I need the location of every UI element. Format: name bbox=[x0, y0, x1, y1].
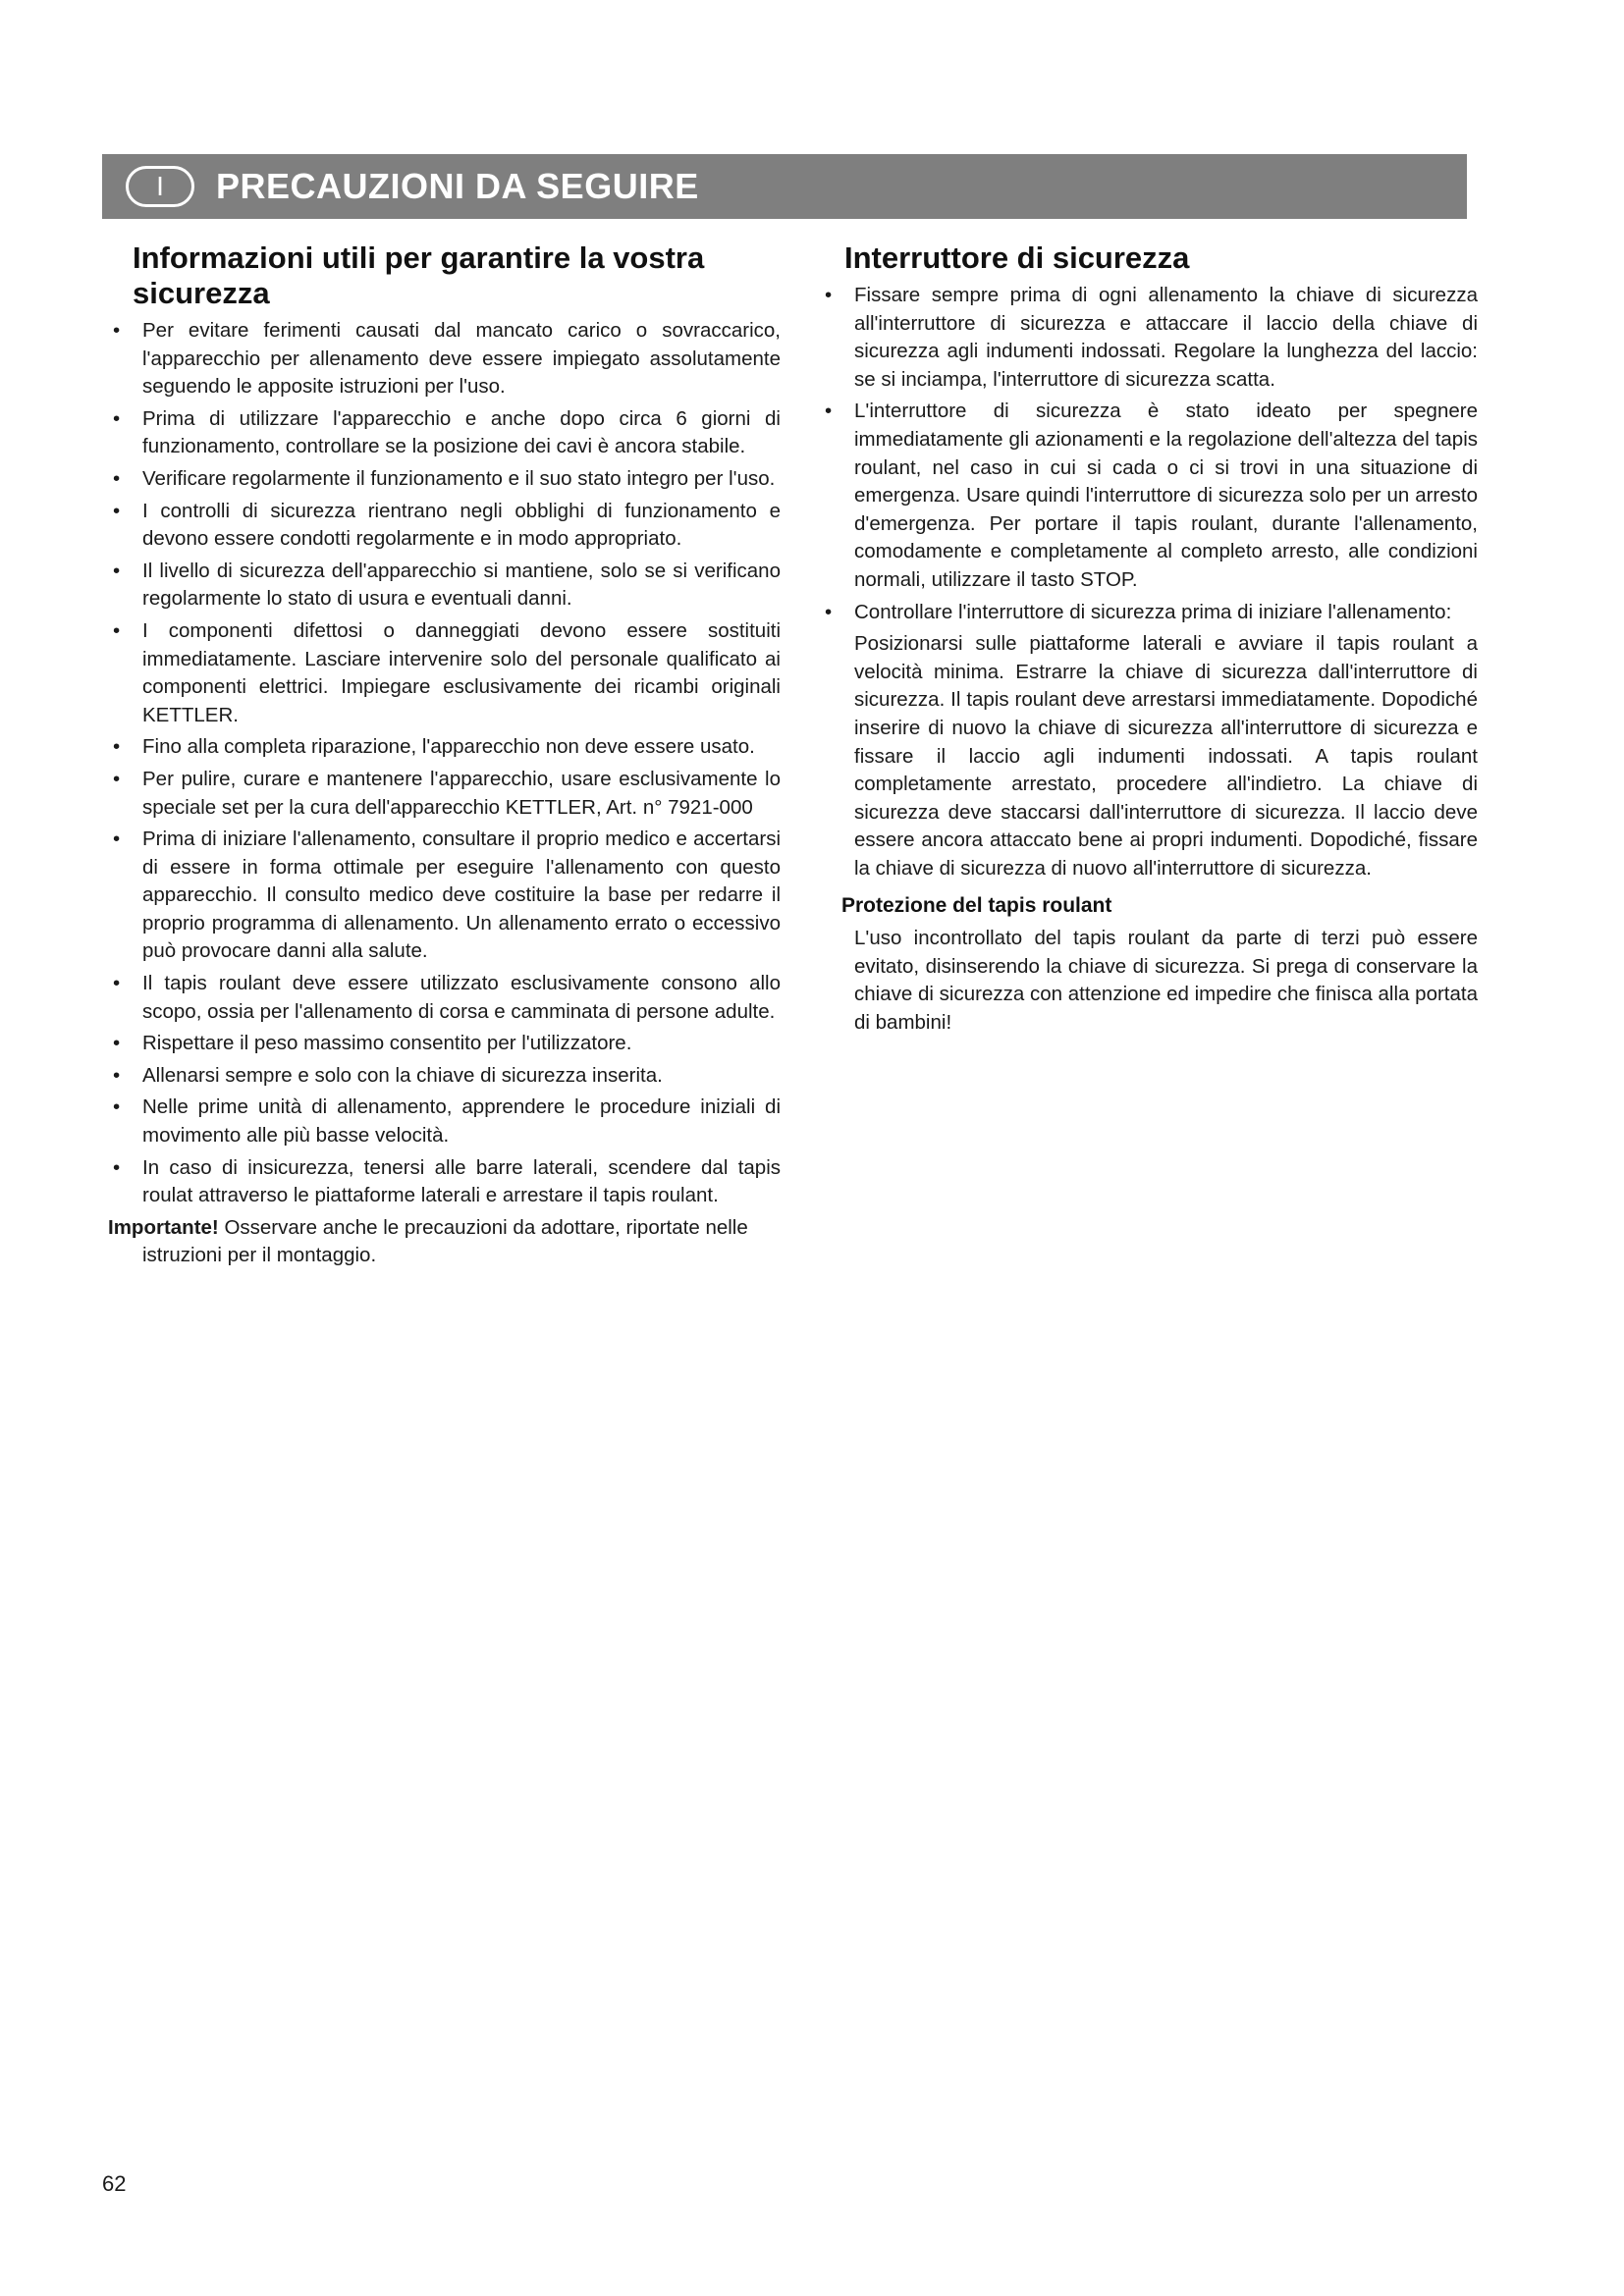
switch-check-procedure: Posizionarsi sulle piattaforme laterali e avviare il tapis roulant a velocità minima. Estrarre la chiave di sicurezza dall'interruttore di sicurezza. Il tapis roulant deve arrestarsi immediatamente. Dopodiché inserire di nuovo la chiave di sicurezza all'interruttore di sicurezza e fissare il laccio agli indumenti indossati. A tapis roulant completamente arrestato, procedere all'indietro. La chiave di sicurezza deve staccarsi dall'interruttore di sicurezza. Il laccio deve essere ancora attaccato bene ai propri indumenti. Dopodiché, fissare la chiave di sicurezza di nuovo all'interruttore di sicurezza. bbox=[854, 632, 1478, 880]
list-item: • Prima di iniziare l'allenamento, consultare il proprio medico e accertarsi di essere in forma ottimale per eseguire l'allenamento con questo apparecchio. Il consulto medico deve costituire la base per redarre il proprio programma di allenamento. Un allenamento errato o eccessivo può provocare danni alla salute. bbox=[108, 826, 781, 966]
list-item: • Nelle prime unità di allenamento, apprendere le procedure iniziali di movimento alle più basse velocità. bbox=[108, 1094, 781, 1149]
list-item: • Per pulire, curare e mantenere l'apparecchio, usare esclusivamente lo speciale set per la cura dell'apparecchio KETTLER, Art. n° 7921-000 bbox=[108, 766, 781, 822]
right-column bbox=[820, 240, 1478, 1037]
language-badge: I bbox=[126, 166, 194, 207]
list-item: • Il livello di sicurezza dell'apparecchio si mantiene, solo se si verificano regolarmente lo stato di usura e eventuali danni. bbox=[108, 558, 781, 614]
list-item: • Rispettare il peso massimo consentito per l'utilizzatore. bbox=[108, 1030, 781, 1058]
list-item: • Controllare l'interruttore di sicurezza prima di iniziare l'allenamento: bbox=[820, 599, 1478, 627]
section-header-bar bbox=[102, 154, 1467, 219]
treadmill-protection-heading: Protezione del tapis roulant bbox=[841, 894, 1112, 918]
important-text: Osservare anche le precauzioni da adottare, riportate nelle istruzioni per il montaggio. bbox=[142, 1215, 748, 1267]
list-item: • Prima di utilizzare l'apparecchio e anche dopo circa 6 giorni di funzionamento, controllare se la posizione dei cavi è ancora stabile. bbox=[108, 405, 781, 461]
list-item: • I componenti difettosi o danneggiati devono essere sostituiti immediatamente. Lasciare intervenire solo del personale qualificato ai componenti elettrici. Impiegare esclusivamente dei ricambi originali KETTLER. bbox=[108, 617, 781, 729]
safety-switch-list bbox=[820, 282, 1478, 626]
important-note bbox=[108, 1214, 781, 1270]
safety-info-heading: Informazioni utili per garantire la vostra sicurezza bbox=[133, 240, 705, 310]
page-title: PRECAUZIONI DA SEGUIRE bbox=[216, 166, 699, 206]
page-number: 62 bbox=[102, 2171, 127, 2196]
safety-switch-heading: Interruttore di sicurezza bbox=[844, 240, 1190, 275]
list-item: • Fino alla completa riparazione, l'apparecchio non deve essere usato. bbox=[108, 733, 781, 762]
list-item: • In caso di insicurezza, tenersi alle barre laterali, scendere dal tapis roulat attraverso le piattaforme laterali e arrestare il tapis roulant. bbox=[108, 1154, 781, 1210]
list-item: • Allenarsi sempre e solo con la chiave di sicurezza inserita. bbox=[108, 1062, 781, 1091]
list-item: • I controlli di sicurezza rientrano negli obblighi di funzionamento e devono essere condotti regolarmente e in modo appropriato. bbox=[108, 498, 781, 554]
treadmill-protection-text: L'uso incontrollato del tapis roulant da parte di terzi può essere evitato, disinserendo la chiave di sicurezza. Si prega di conservare la chiave di sicurezza con attenzione ed impedire che finisca alla portata di bambini! bbox=[854, 927, 1478, 1034]
important-label: Importante! bbox=[108, 1215, 219, 1239]
list-item: • Per evitare ferimenti causati dal mancato carico o sovraccarico, l'apparecchio per allenamento deve essere impiegato assolutamente seguendo le apposite istruzioni per l'uso. bbox=[108, 317, 781, 401]
list-item: • Il tapis roulant deve essere utilizzato esclusivamente consono allo scopo, ossia per l'allenamento di corsa e camminata di persone adulte. bbox=[108, 970, 781, 1026]
safety-info-list bbox=[108, 317, 781, 1210]
list-item: • L'interruttore di sicurezza è stato ideato per spegnere immediatamente gli azionamenti e la regolazione dell'altezza del tapis roulant, nel caso in cui si cada o ci si trovi in una situazione di emergenza. Usare quindi l'interruttore di sicurezza solo per un arresto d'emergenza. Per portare il tapis roulant, durante l'allenamento, comodamente e completamente al completo arresto, alle condizioni normali, utilizzare il tasto STOP. bbox=[820, 398, 1478, 594]
list-item: • Fissare sempre prima di ogni allenamento la chiave di sicurezza all'interruttore di sicurezza e attaccare il laccio della chiave di sicurezza agli indumenti indossati. Regolare la lunghezza del laccio: se si inciampa, l'interruttore di sicurezza scatta. bbox=[820, 282, 1478, 394]
list-item: • Verificare regolarmente il funzionamento e il suo stato integro per l'uso. bbox=[108, 465, 781, 494]
left-column bbox=[108, 240, 781, 1270]
